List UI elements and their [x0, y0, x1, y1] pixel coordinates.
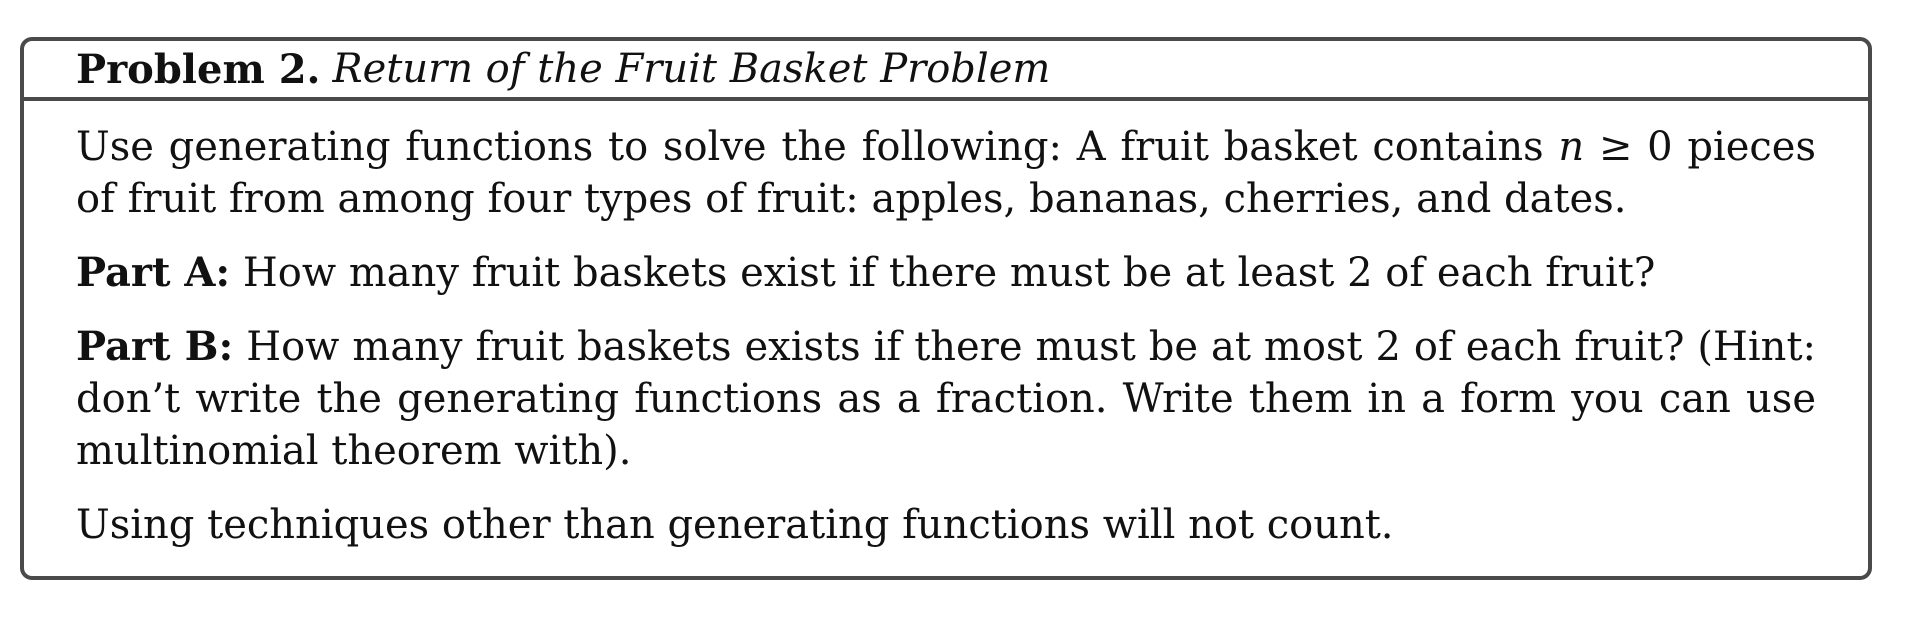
intro-text-before: Use generating functions to solve the following: A fruit basket contains [76, 124, 1559, 170]
intro-paragraph [76, 121, 1816, 225]
part-b-paragraph [76, 321, 1816, 477]
part-a-label: Part A: [76, 249, 231, 296]
closing-paragraph: Using techniques other than generating functions will not count. [76, 502, 1394, 548]
part-a-paragraph [76, 247, 1816, 299]
problem-header [24, 41, 1868, 101]
problem-box [20, 37, 1872, 580]
problem-number: Problem 2. [76, 45, 321, 93]
part-b-label: Part B: [76, 323, 234, 370]
math-variable-n: n [1558, 124, 1585, 170]
part-a-text: How many fruit baskets exist if there must be at least 2 of each fruit? [230, 250, 1656, 296]
math-inequality: ≥ 0 [1584, 124, 1673, 170]
part-b-text: How many fruit baskets exists if there must be at most 2 of each fruit? (Hint: don’t write the generating functions as a fraction. Write them in a form you can use multinomial theorem with). [76, 324, 1816, 474]
problem-body [24, 101, 1868, 551]
problem-title: Return of the Fruit Basket Problem [332, 46, 1051, 92]
intro-text-after: pieces of fruit from among four types of fruit: apples, bananas, cherries, and dates. [76, 124, 1817, 222]
